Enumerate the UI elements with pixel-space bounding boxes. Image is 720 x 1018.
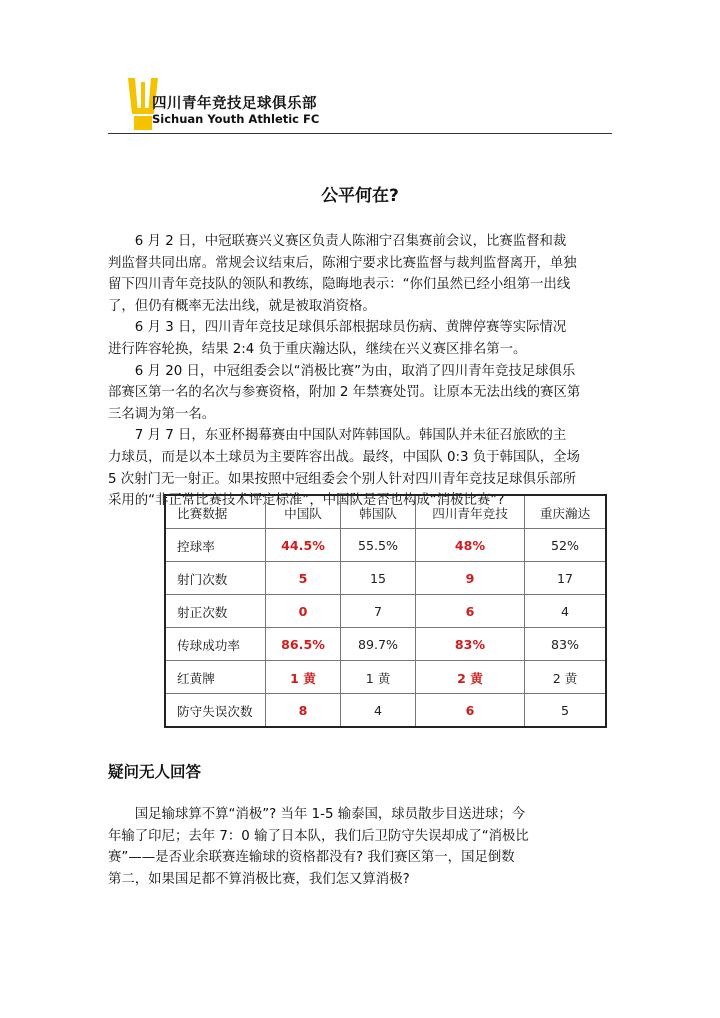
row-label: 防守失误次数 xyxy=(165,694,266,728)
column-header: 重庆瀚达 xyxy=(525,495,607,529)
column-header: 中国队 xyxy=(266,495,341,529)
text-line: 了，但仍有概率无法出线，就是被取消资格。 xyxy=(108,298,376,314)
table-header-row xyxy=(165,495,606,529)
table-cell: 48% xyxy=(416,529,525,562)
table-cell: 5 xyxy=(525,694,607,728)
table-cell: 2 黄 xyxy=(525,661,607,694)
table-cell: 6 xyxy=(416,595,525,628)
table-cell: 8 xyxy=(266,694,341,728)
text-line: 判监督共同出席。常规会议结束后，陈湘宁要求比赛监督与裁判监督离开，单独 xyxy=(108,255,577,271)
text-line: 国足输球算不算“消极”? 当年 1-5 输泰国，球员散步目送进球；今 xyxy=(134,807,526,822)
org-name-cn: 四川青年竞技足球俱乐部 xyxy=(152,96,317,112)
table-cell: 83% xyxy=(525,628,607,661)
table-cell: 52% xyxy=(525,529,607,562)
table-cell: 5 xyxy=(266,562,341,595)
row-label: 红黄牌 xyxy=(165,661,266,694)
table-cell: 1 黄 xyxy=(341,661,416,694)
text-line: 三名调为第一名。 xyxy=(108,406,216,422)
text-line: 力球员，而是以本土球员为主要阵容出战。最终，中国队 0:3 负于韩国队，全场 xyxy=(108,449,580,465)
table-cell: 15 xyxy=(341,562,416,595)
text-line: 留下四川青年竞技队的领队和教练，隐晦地表示：“你们虽然已经小组第一出线 xyxy=(108,277,571,293)
table-cell: 7 xyxy=(341,595,416,628)
table-cell: 4 xyxy=(341,694,416,728)
column-header: 韩国队 xyxy=(341,495,416,529)
table-row xyxy=(165,562,606,595)
text-line: 6 月 3 日，四川青年竞技足球俱乐部根据球员伤病、黄牌停赛等实际情况 xyxy=(134,320,567,336)
table-cell: 89.7% xyxy=(341,628,416,661)
section-heading: 疑问无人回答 xyxy=(108,763,202,781)
row-label: 射门次数 xyxy=(165,562,266,595)
text-line: 第二，如果国足都不算消极比赛，我们怎又算消极? xyxy=(108,871,410,887)
text-line: 采用的“非正常比赛技术评定标准”，中国队是否也构成“消极比赛”? xyxy=(108,493,505,509)
table-cell: 6 xyxy=(416,694,525,728)
text-line: 部赛区第一名的名次与参赛资格，附加 2 年禁赛处罚。让原本无法出线的赛区第 xyxy=(108,385,581,401)
org-name-en: Sichuan Youth Athletic FC xyxy=(152,112,320,126)
closing-paragraph xyxy=(108,804,613,890)
table-cell: 86.5% xyxy=(266,628,341,661)
table-cell: 9 xyxy=(416,562,525,595)
column-header: 四川青年竞技 xyxy=(416,495,525,529)
paragraph-5 xyxy=(108,804,613,890)
text-line: 进行阵容轮换，结果 2:4 负于重庆瀚达队，继续在兴义赛区排名第一。 xyxy=(108,341,527,357)
text-line: 赛”——是否业余联赛连输球的资格都没有? 我们赛区第一，国足倒数 xyxy=(108,850,515,866)
text-line: 年输了印尼；去年 7：0 输了日本队，我们后卫防守失误却成了“消极比 xyxy=(108,828,529,844)
text-line: 7 月 7 日，东亚杯揭幕赛由中国队对阵韩国队。韩国队并未征召旅欧的主 xyxy=(134,428,567,444)
page-title: 公平何在? xyxy=(321,186,399,206)
match-stats-table xyxy=(164,494,607,728)
table-cell: 17 xyxy=(525,562,607,595)
table-row xyxy=(165,529,606,562)
table-row xyxy=(165,595,606,628)
table-cell: 4 xyxy=(525,595,607,628)
text-line: 6 月 2 日，中冠联赛兴义赛区负责人陈湘宁召集赛前会议，比赛监督和裁 xyxy=(134,234,567,249)
text-line: 5 次射门无一射正。如果按照中冠组委会个别人针对四川青年竞技足球俱乐部所 xyxy=(108,471,577,487)
row-label: 控球率 xyxy=(165,529,266,562)
column-header: 比赛数据 xyxy=(165,495,266,529)
row-label: 传球成功率 xyxy=(165,628,266,661)
table-cell: 1 黄 xyxy=(266,661,341,694)
paragraph-1 xyxy=(108,231,613,317)
table-cell: 44.5% xyxy=(266,529,341,562)
paragraph-3 xyxy=(108,361,613,426)
paragraph-2 xyxy=(108,317,613,360)
article-body xyxy=(108,231,613,512)
table-cell: 0 xyxy=(266,595,341,628)
table-cell: 2 黄 xyxy=(416,661,525,694)
table-row xyxy=(165,694,606,728)
table-cell: 83% xyxy=(416,628,525,661)
table-cell: 55.5% xyxy=(341,529,416,562)
table-row xyxy=(165,628,606,661)
table-row xyxy=(165,661,606,694)
text-line: 6 月 20 日，中冠组委会以“消极比赛”为由，取消了四川青年竞技足球俱乐 xyxy=(134,363,576,379)
header-divider xyxy=(108,133,612,134)
row-label: 射正次数 xyxy=(165,595,266,628)
